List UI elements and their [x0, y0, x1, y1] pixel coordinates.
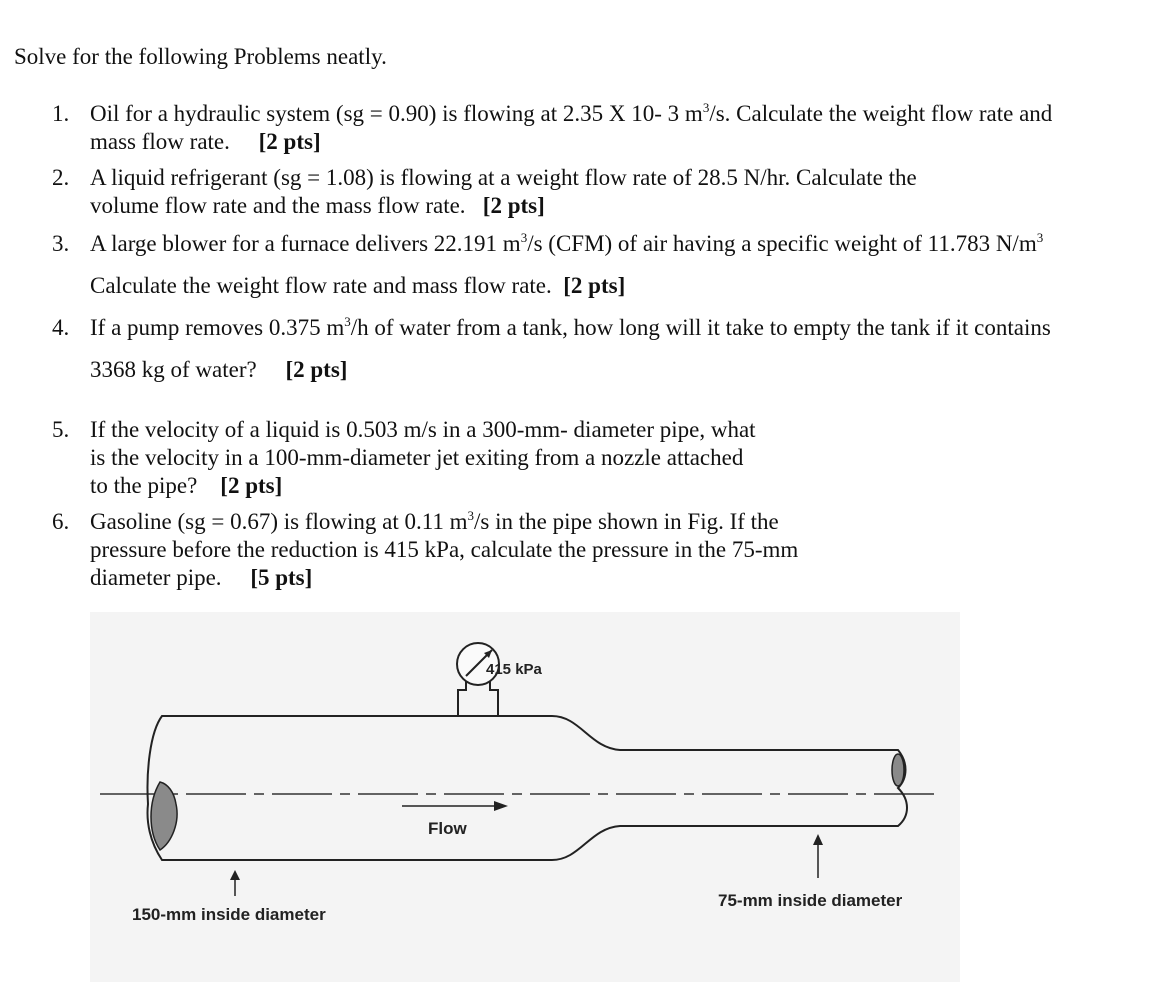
- problem-line: mass flow rate. [2 pts]: [90, 129, 321, 154]
- problem-line: Calculate the weight flow rate and mass flow rate. [2 pts]: [90, 273, 626, 298]
- points-label: [5 pts]: [250, 565, 313, 590]
- problem-line: 3368 kg of water? [2 pts]: [90, 357, 348, 382]
- problem-line: diameter pipe. [5 pts]: [90, 565, 313, 590]
- flow-label: Flow: [428, 819, 467, 838]
- problem-text: [90, 164, 917, 220]
- right-diameter-label: 75-mm inside diameter: [718, 891, 903, 910]
- points-label: [2 pts]: [482, 193, 545, 218]
- problem-text: [90, 100, 1052, 156]
- right-end-section: [892, 754, 904, 786]
- problem-line: to the pipe? [2 pts]: [90, 473, 283, 498]
- problem-number: 3.: [52, 231, 70, 256]
- gauge-pressure-label: 415 kPa: [486, 661, 542, 678]
- page-heading: Solve for the following Problems neatly.: [14, 44, 387, 69]
- problem-line: Oil for a hydraulic system (sg = 0.90) is flowing at 2.35 X 10- 3 $m^3/s$. Calculate the weight flow rate and: [90, 100, 1053, 126]
- problem-line: is the velocity in a 100-mm-diameter jet exiting from a nozzle attached: [90, 445, 744, 470]
- problem-text: [90, 508, 798, 592]
- problem-number: 2.: [52, 165, 70, 190]
- problem-line: volume flow rate and the mass flow rate. [2 pts]: [90, 193, 545, 218]
- problem-number: 1.: [52, 101, 70, 126]
- pipe-reduction-figure: [90, 612, 960, 982]
- problem-number: 5.: [52, 417, 70, 442]
- points-label: [2 pts]: [220, 473, 283, 498]
- points-label: [2 pts]: [258, 129, 321, 154]
- points-label: [2 pts]: [285, 357, 348, 382]
- problem-line: pressure before the reduction is 415 kPa, calculate the pressure in the 75-mm: [90, 537, 799, 562]
- left-diameter-label: 150-mm inside diameter: [132, 905, 326, 924]
- problem-text: [90, 230, 1043, 300]
- problem-text: [90, 314, 1051, 384]
- problem-number: 4.: [52, 315, 70, 340]
- problem-line: Gasoline (sg = 0.67) is flowing at 0.11 $m^3/s$ in the pipe shown in Fig. If the: [90, 508, 779, 534]
- problem-line: If the velocity of a liquid is 0.503 m/s in a 300-mm- diameter pipe, what: [90, 417, 756, 442]
- problem-number: 6.: [52, 509, 70, 534]
- problem-line: A large blower for a furnace delivers 22.191 $m^3/s$ (CFM) of air having a specific weight of 11.783 $N/m^3$: [90, 230, 1044, 256]
- points-label: [2 pts]: [563, 273, 626, 298]
- problem-line: If a pump removes 0.375 $m^3/h$ of water from a tank, how long will it take to empty the tank if it contains: [90, 314, 1051, 340]
- problem-text: [90, 416, 756, 500]
- problem-line: A liquid refrigerant (sg = 1.08) is flowing at a weight flow rate of 28.5 N/hr. Calculate the: [90, 165, 917, 190]
